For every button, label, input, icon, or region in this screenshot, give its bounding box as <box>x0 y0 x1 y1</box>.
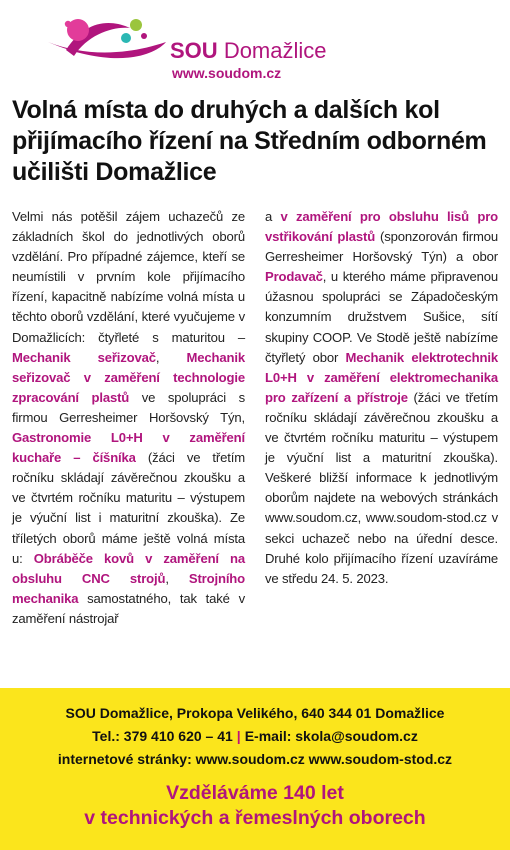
footer-address: SOU Domažlice, Prokopa Velikého, 640 344 01 Domažlice <box>65 705 445 721</box>
program-name-highlight: Mechanik seřizovač <box>12 349 156 365</box>
contact-footer <box>0 688 510 850</box>
program-name-highlight: v zaměření pro obsluhu lisů pro vstřikování plastů <box>265 209 498 245</box>
footer-email[interactable]: E-mail: skola@soudom.cz <box>244 728 418 744</box>
footer-phone[interactable]: Tel.: 379 410 620 – 41 <box>92 728 233 744</box>
logo-figures-icon <box>44 12 170 82</box>
footer-slogan-line2: v technických a řemeslných oborech <box>84 807 426 829</box>
program-name-highlight: Mechanik seřizovač v zaměření technologie zpracování plastů <box>12 349 245 405</box>
article-text: (žáci ve třetím ročníku skládají závěrečnou zkoušku a ve čtvrtém ročníku maturitu – výstupem je výuční list a maturitní zkouška). Veškeré bližší informace k jednotlivým oborům najdete na webových stránkách www.soudom.cz, www.soudom-stod.cz v sekci uchazeč nebo na úřední desce. Druhé kolo přijímacího řízení uzavíráme ve středu 24. 5. 2023. <box>265 389 498 586</box>
article-text: , u kterého máme připravenou úžasnou spolupráci se Západočeským konzumním družstvem Sušice, sítí skupiny COOP. Ve Stodě ještě nabízíme čtyřletý obor <box>265 269 498 365</box>
article-text: , <box>155 349 187 365</box>
footer-contact-line <box>0 725 510 748</box>
school-logo <box>44 12 344 82</box>
program-name-highlight: Mechanik elektrotechnik L0+H v zaměření elektromechanika pro zařízení a přístroje <box>265 349 499 405</box>
footer-separator: | <box>236 728 241 744</box>
program-name-highlight: Gastronomie L0+H v zaměření kuchaře – číšníka <box>12 430 245 466</box>
article-text: a <box>265 209 281 224</box>
logo-website[interactable]: www.soudom.cz <box>172 65 282 81</box>
article-column-right <box>265 207 498 629</box>
article-text: (žáci ve třetím ročníku skládají závěrečnou zkoušku a ve čtvrtém ročníku maturitu – výstupem je výuční list i maturitní zkouška). Ze tříletých oborů máme ještě volná místa u: <box>12 450 245 566</box>
program-name-highlight: Prodavač <box>265 269 323 285</box>
article-column-left <box>12 207 245 629</box>
article-text: samostatného, tak také v zaměření nástrojař <box>12 590 245 626</box>
article-body <box>12 207 498 629</box>
footer-websites[interactable]: internetové stránky: www.soudom.cz www.soudom-stod.cz <box>57 751 453 767</box>
article-text: , <box>165 570 189 586</box>
logo-school-name: SOU Domažlice <box>170 38 327 63</box>
program-name-highlight: Obráběče kovů v zaměření na obsluhu CNC strojů <box>12 550 245 586</box>
program-name-highlight: Strojního mechanika <box>12 570 245 606</box>
article-headline: Volná místa do druhých a dalších kol přijímacího řízení na Středním odborném učilišti Domažlice <box>12 96 487 186</box>
article-text: (sponzorován firmou Gerresheimer Horšovský Týn) a obor <box>265 229 498 265</box>
article-text: ve spolupráci s firmou Gerresheimer Horšovský Týn, <box>12 389 245 425</box>
article-text: Velmi nás potěšil zájem uchazečů ze základních škol do jednotlivých oborů vzdělání. Pro případné zájemce, kteří se neumístili v prvním kole přijímacího řízení, kapacitně nabízíme volná místa u těchto oborů vzdělání, které vyučujeme v Domažlicích: čtyřleté s maturitou – <box>12 209 245 345</box>
footer-slogan-line1: Vzděláváme 140 let <box>166 782 344 804</box>
